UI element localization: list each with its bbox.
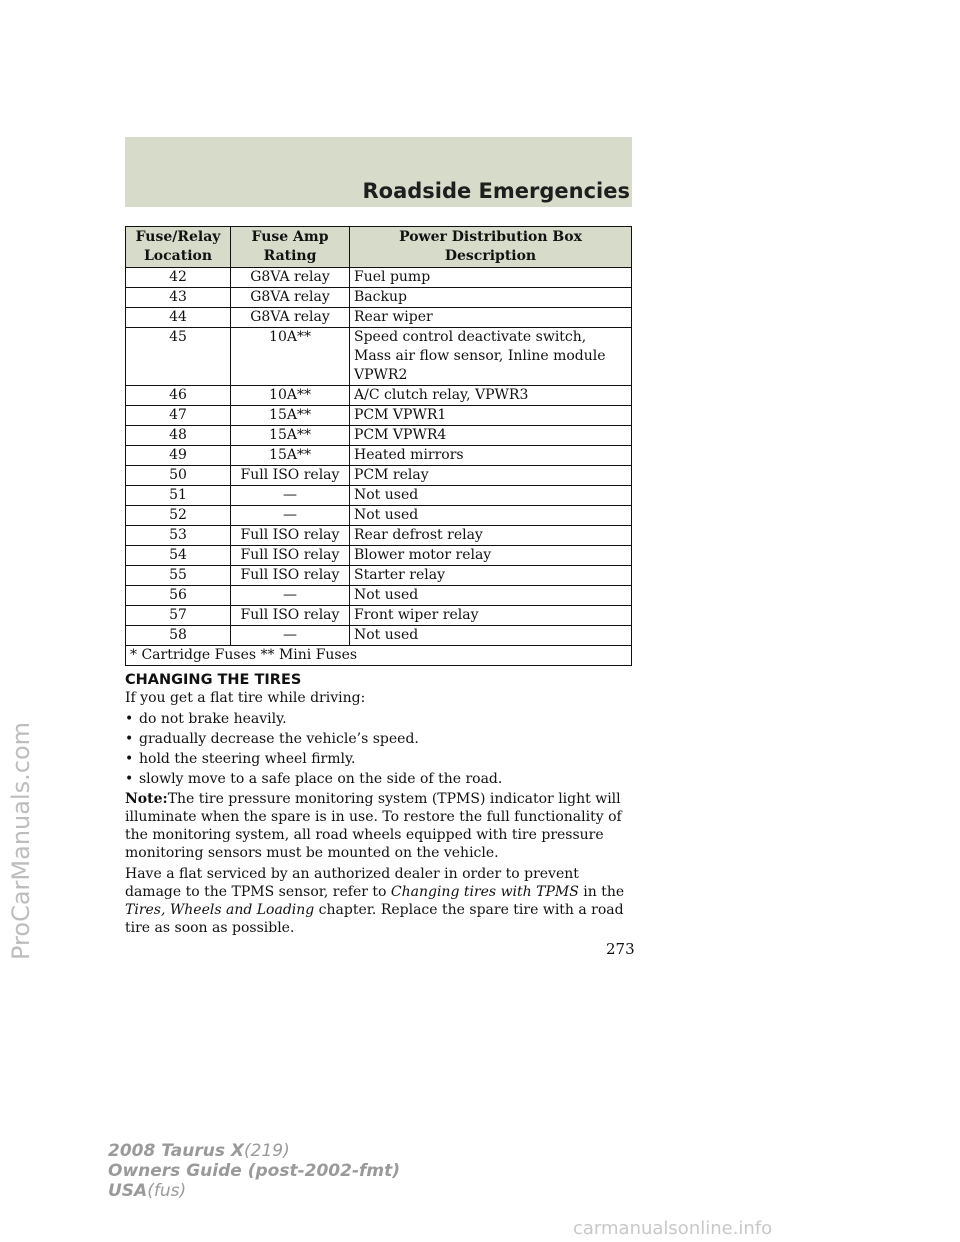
cell-description: A/C clutch relay, VPWR3 bbox=[350, 386, 632, 406]
cell-rating: — bbox=[231, 486, 350, 506]
table-header-row bbox=[126, 227, 632, 268]
note-text: The tire pressure monitoring system (TPMS) indicator light will illuminate when the spare is in use. To restore the full functionality of the monitoring system, all road wheels equipped with tire pressure monitoring sensors must be mounted on the vehicle. bbox=[125, 791, 622, 861]
footer-line-3: USA(fus) bbox=[108, 1181, 187, 1201]
table-row bbox=[126, 526, 632, 546]
list-item: • gradually decrease the vehicle’s speed. bbox=[125, 731, 419, 747]
cell-description: PCM relay bbox=[350, 466, 632, 486]
table-row bbox=[126, 446, 632, 466]
cell-description: Rear wiper bbox=[350, 308, 632, 328]
cell-location: 55 bbox=[126, 566, 231, 586]
chapter-reference: Tires, Wheels and Loading bbox=[125, 902, 315, 918]
table-row bbox=[126, 328, 632, 386]
section-header-band bbox=[125, 137, 632, 207]
bullet-icon: • bbox=[125, 711, 134, 727]
cell-description: Rear defrost relay bbox=[350, 526, 632, 546]
cell-location: 52 bbox=[126, 506, 231, 526]
bottom-watermark: carmanualsonline.info bbox=[573, 1218, 773, 1239]
section-title: Roadside Emergencies bbox=[362, 179, 630, 203]
cell-rating: 10A** bbox=[231, 386, 350, 406]
cell-rating: Full ISO relay bbox=[231, 526, 350, 546]
table-row bbox=[126, 268, 632, 288]
changing-tires-section bbox=[125, 672, 637, 940]
cell-rating: Full ISO relay bbox=[231, 566, 350, 586]
list-item: • slowly move to a safe place on the side of the road. bbox=[125, 771, 503, 787]
cell-location: 45 bbox=[126, 328, 231, 386]
cell-description: Not used bbox=[350, 586, 632, 606]
cell-description: Speed control deactivate switch, Mass air flow sensor, Inline module VPWR2 bbox=[350, 328, 632, 386]
bullet-icon: • bbox=[125, 751, 134, 767]
cell-description: Not used bbox=[350, 626, 632, 646]
table-row bbox=[126, 486, 632, 506]
cell-location: 56 bbox=[126, 586, 231, 606]
table-footnote-row bbox=[126, 646, 632, 666]
cell-description: PCM VPWR1 bbox=[350, 406, 632, 426]
column-header-rating: Fuse Amp Rating bbox=[231, 227, 350, 268]
cell-rating: 15A** bbox=[231, 406, 350, 426]
cell-location: 42 bbox=[126, 268, 231, 288]
side-watermark: ProCarManuals.com bbox=[7, 721, 35, 960]
cell-location: 43 bbox=[126, 288, 231, 308]
cell-location: 53 bbox=[126, 526, 231, 546]
cell-location: 50 bbox=[126, 466, 231, 486]
table-row bbox=[126, 546, 632, 566]
cell-description: Heated mirrors bbox=[350, 446, 632, 466]
cell-description: Backup bbox=[350, 288, 632, 308]
cell-location: 57 bbox=[126, 606, 231, 626]
note-label: Note: bbox=[125, 791, 168, 807]
note-paragraph bbox=[125, 790, 637, 862]
cell-rating: Full ISO relay bbox=[231, 466, 350, 486]
table-row bbox=[126, 606, 632, 626]
table-row bbox=[126, 288, 632, 308]
table-row bbox=[126, 566, 632, 586]
cell-description: PCM VPWR4 bbox=[350, 426, 632, 446]
table-footnote: * Cartridge Fuses ** Mini Fuses bbox=[126, 646, 632, 666]
table-row bbox=[126, 506, 632, 526]
footer-line-2: Owners Guide (post-2002-fmt) bbox=[108, 1161, 401, 1181]
cell-location: 49 bbox=[126, 446, 231, 466]
page-number: 273 bbox=[606, 940, 635, 958]
tpms-reference: Changing tires with TPMS bbox=[390, 884, 579, 900]
document-footer bbox=[108, 1141, 400, 1201]
table-row bbox=[126, 386, 632, 406]
table-row bbox=[126, 586, 632, 606]
column-header-location: Fuse/Relay Location bbox=[126, 227, 231, 268]
table-row bbox=[126, 308, 632, 328]
bullet-icon: • bbox=[125, 731, 134, 747]
cell-location: 46 bbox=[126, 386, 231, 406]
cell-rating: — bbox=[231, 506, 350, 526]
footer-line-1: 2008 Taurus X(219) bbox=[108, 1141, 290, 1161]
bullet-list bbox=[125, 710, 637, 788]
cell-rating: G8VA relay bbox=[231, 288, 350, 308]
cell-location: 58 bbox=[126, 626, 231, 646]
cell-rating: — bbox=[231, 626, 350, 646]
cell-rating: Full ISO relay bbox=[231, 606, 350, 626]
section-heading: CHANGING THE TIRES bbox=[125, 672, 302, 688]
cell-rating: 15A** bbox=[231, 446, 350, 466]
table-row bbox=[126, 426, 632, 446]
cell-description: Not used bbox=[350, 486, 632, 506]
cell-rating: G8VA relay bbox=[231, 268, 350, 288]
bullet-icon: • bbox=[125, 771, 134, 787]
cell-description: Blower motor relay bbox=[350, 546, 632, 566]
column-header-description: Power Distribution Box Description bbox=[350, 227, 632, 268]
cell-description: Not used bbox=[350, 506, 632, 526]
cell-location: 54 bbox=[126, 546, 231, 566]
table-row bbox=[126, 466, 632, 486]
table-row bbox=[126, 406, 632, 426]
cell-location: 44 bbox=[126, 308, 231, 328]
cell-description: Fuel pump bbox=[350, 268, 632, 288]
cell-location: 51 bbox=[126, 486, 231, 506]
list-item: • hold the steering wheel firmly. bbox=[125, 751, 356, 767]
intro-paragraph: If you get a flat tire while driving: bbox=[125, 690, 366, 706]
cell-rating: G8VA relay bbox=[231, 308, 350, 328]
cell-rating: — bbox=[231, 586, 350, 606]
cell-location: 48 bbox=[126, 426, 231, 446]
cell-rating: 15A** bbox=[231, 426, 350, 446]
service-paragraph: Have a flat serviced by an authorized dealer in order to prevent damage to the TPMS sensor, refer to Changing tires with TPMS in the Tires, Wheels and Loading chapter. Replace the spare tire with a road tire as soon as possible. bbox=[125, 866, 625, 936]
cell-location: 47 bbox=[126, 406, 231, 426]
list-item: • do not brake heavily. bbox=[125, 711, 287, 727]
cell-description: Front wiper relay bbox=[350, 606, 632, 626]
fuse-table bbox=[125, 226, 632, 666]
table-row bbox=[126, 626, 632, 646]
cell-rating: 10A** bbox=[231, 328, 350, 386]
cell-rating: Full ISO relay bbox=[231, 546, 350, 566]
cell-description: Starter relay bbox=[350, 566, 632, 586]
